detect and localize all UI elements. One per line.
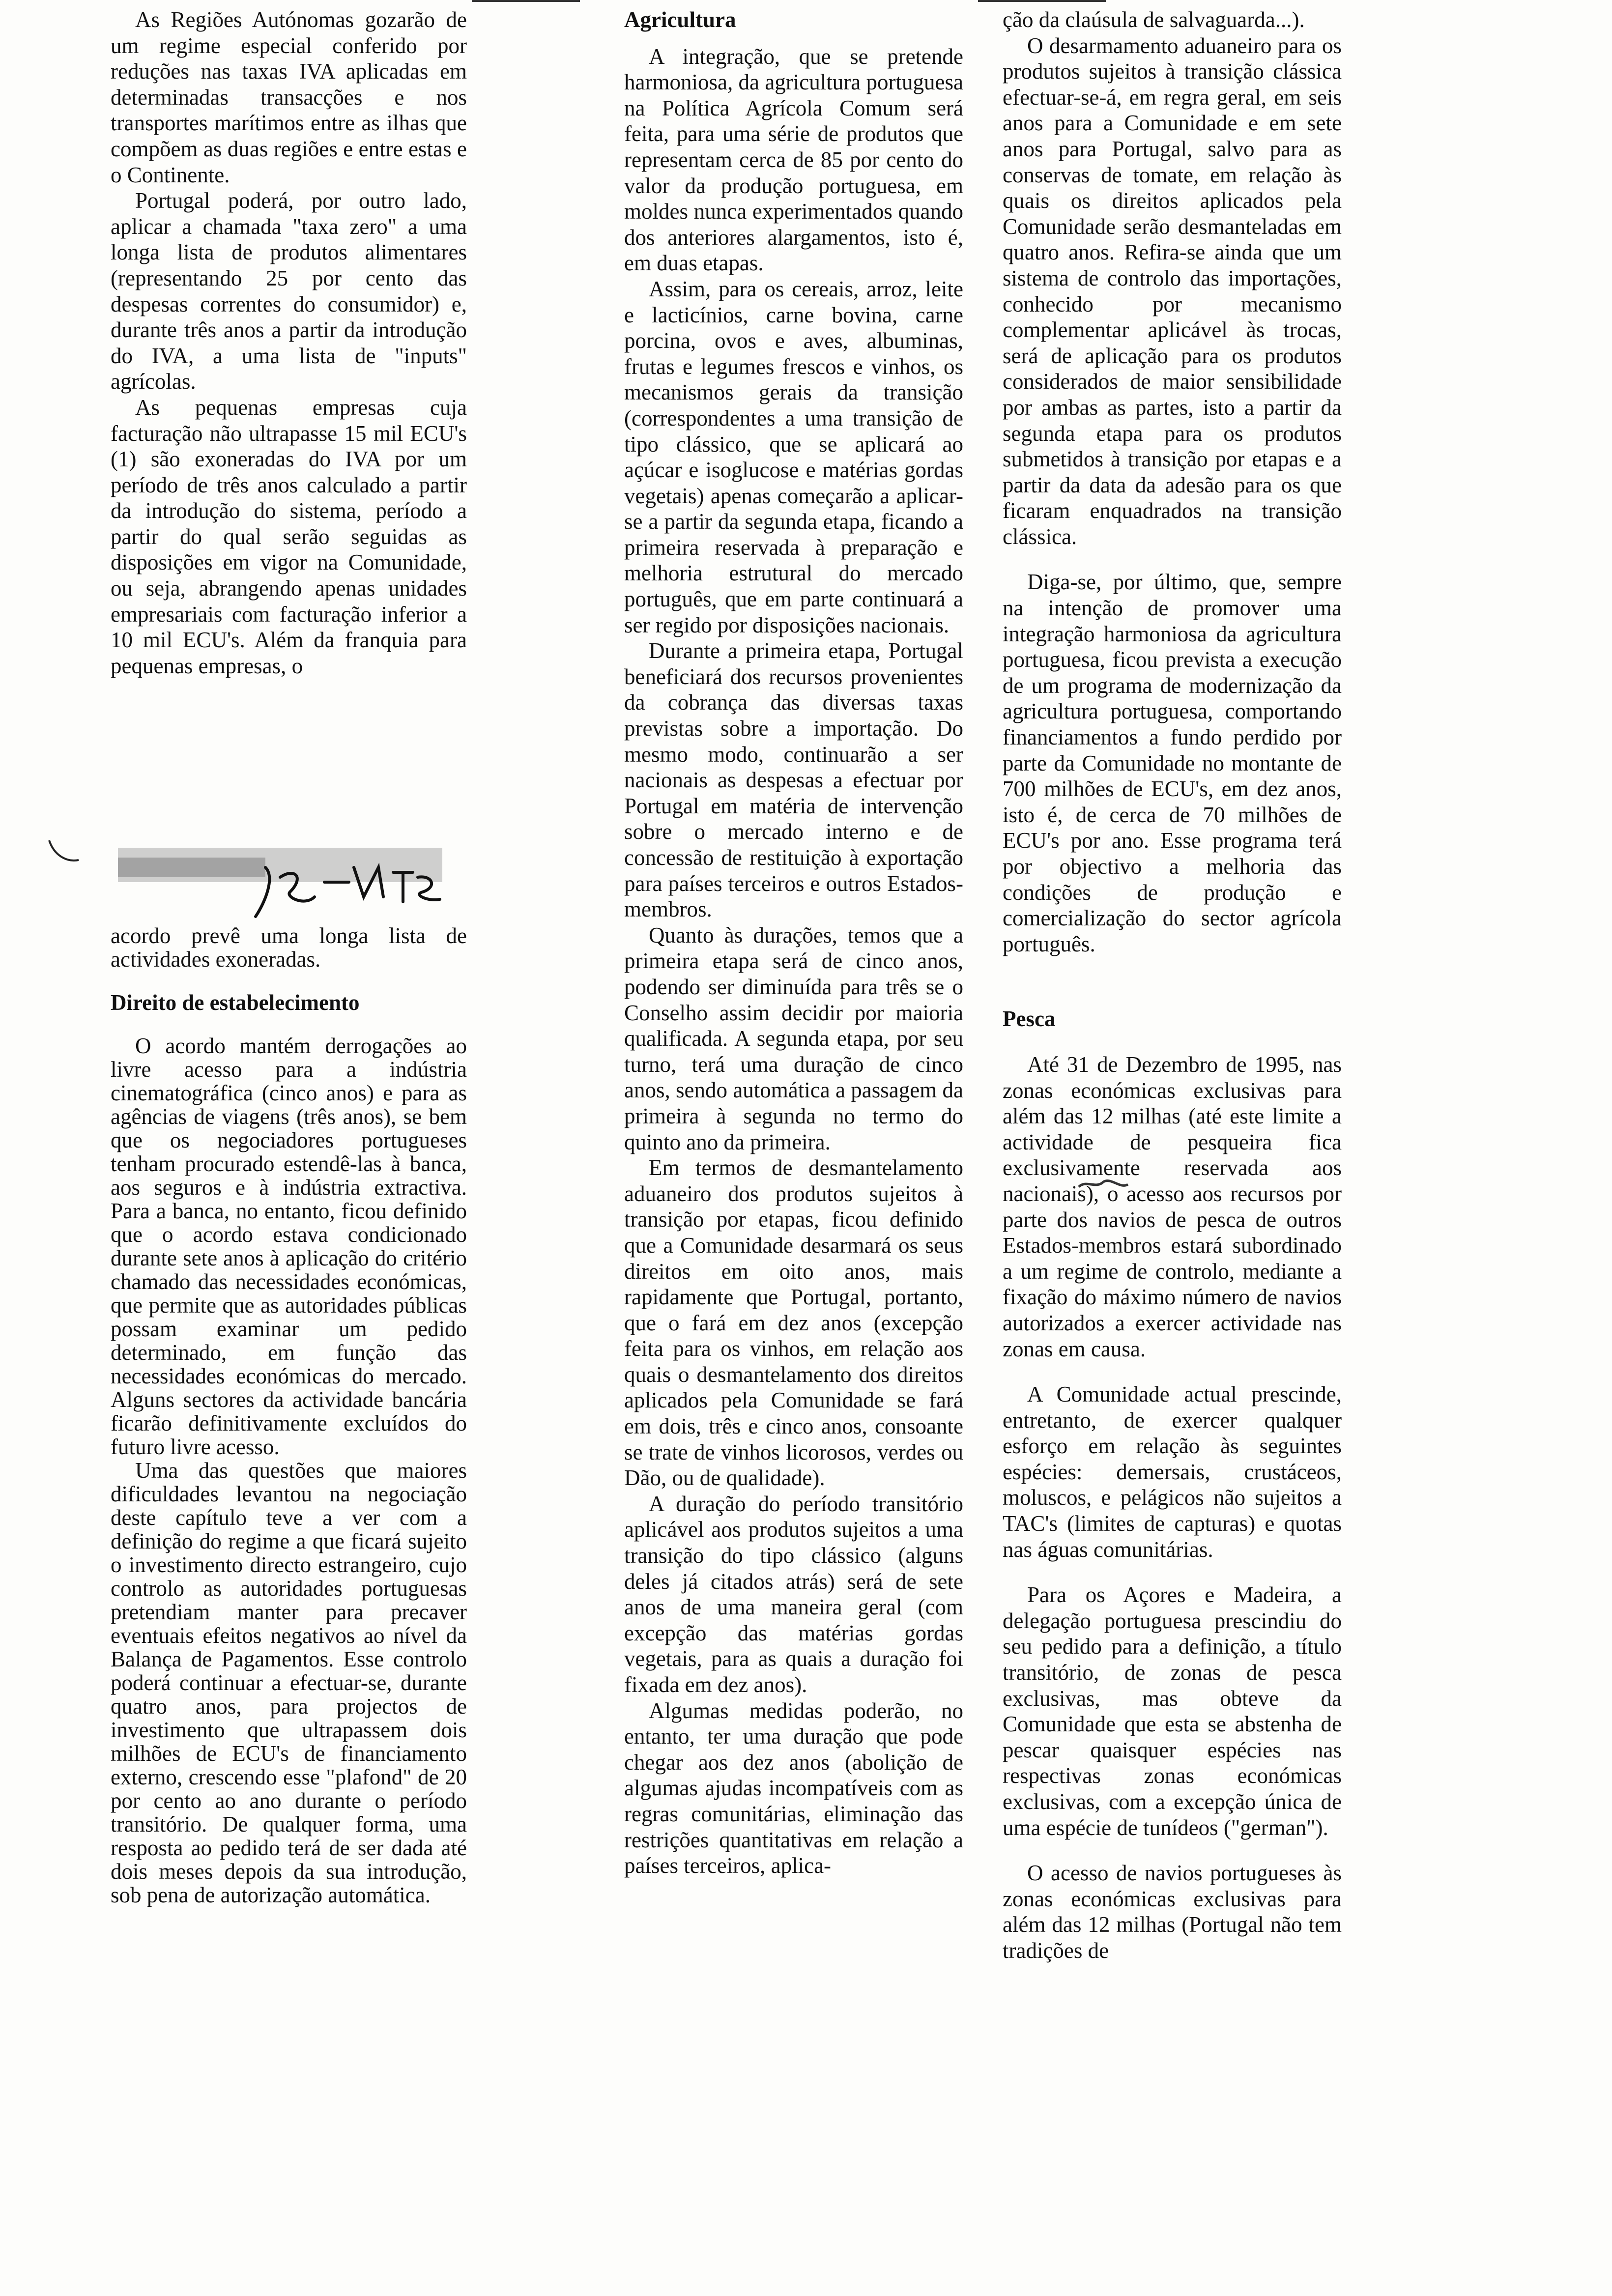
paragraph-desmantelamento: Em termos de desmantelamento aduaneiro dos produtos sujeitos à transição por etapas, ficou definido que a Comunidade desarmará os seus direitos em oito anos, mais rapidamente que Portugal, portanto, que o fará em dez anos (excepção feita para os vinhos, em relação aos quais o desmantelamento dos direitos aplicados pela Comunidade se fará em dois, três e cinco anos, consoante se trate de vinhos licorosos, verdes ou Dão, ou de qualidade).	[624, 1155, 963, 1491]
top-rule-right	[978, 0, 1106, 2]
paragraph-salvaguarda: ção da claúsula de salvaguarda...).	[1003, 7, 1305, 32]
ink-smudge	[1076, 1175, 1130, 1194]
paragraph-cereais: Assim, para os cereais, arroz, leite e lacticínios, carne bovina, carne porcina, ovos e aves, albuminas, frutas e legumes frescos e vinhos, os mecanismos gerais da transição (correspondentes a uma transição de tipo clássico, que se aplicará ao açúcar e isoglucose e matérias gordas vegetais) apenas começarão a aplicar-se a partir da segunda etapa, ficando a primeira reservada à preparação e melhoria estrutural do mercado português, que em parte continuará a ser regido por disposições nacionais.	[624, 276, 963, 637]
paragraph-acores-madeira: Para os Açores e Madeira, a delegação portuguesa prescindiu do seu pedido para a definição, a título transitório, de zonas de pesca exclusivas, mas obteve da Comunidade que esta se abstenha de pescar quaisquer espécies nas respectivas zonas económicas exclusivas, com a excepção única de uma espécie de tunídeos ("german").	[1003, 1582, 1342, 1840]
paragraph-medidas: Algumas medidas poderão, no entanto, ter uma duração que pode chegar aos dez anos (abolição de algumas ajudas incompatíveis com as regras comunitárias, eliminação das restrições quantitativas em relação a países terceiros, aplica-	[624, 1698, 963, 1878]
margin-mark	[47, 835, 81, 865]
paragraph-taxa-zero: Portugal poderá, por outro lado, aplicar a chamada "taxa zero" a uma longa lista de produtos alimentares (representando 25 por cento das despesas correntes do consumidor) e, durante três anos a partir da introdução do IVA, a uma lista de "inputs" agrícolas.	[111, 188, 467, 394]
heading-pesca: Pesca	[1003, 1006, 1056, 1032]
paragraph-programa-modernizacao: Diga-se, por último, que, sempre na intenção de promover uma integração harmoniosa da agricultura portuguesa, ficou prevista a execução de um programa de modernização da agricultura portuguesa, comportando financiamentos a fundo perdido por parte da Comunidade no montante de 700 milhões de ECU's, em dez anos, isto é, de cerca de 70 milhões de ECU's por ano. Esse programa terá por objectivo a melhoria das condições de produção e comercialização do sector agrícola português.	[1003, 570, 1342, 956]
paragraph-zonas-economicas: Até 31 de Dezembro de 1995, nas zonas económicas exclusivas para além das 12 milhas (até este limite a actividade de pesqueira fica exclusivamente reservada aos nacionais), o acesso aos recursos por parte dos navios de pesca de outros Estados-membros estará subordinado a um regime de controlo, mediante a fixação do máximo número de navios autorizados a exercer actividade nas zonas em causa.	[1003, 1052, 1342, 1361]
column-1-continued	[111, 924, 467, 1907]
column-3	[1003, 7, 1342, 1964]
paragraph-duracoes: Quanto às durações, temos que a primeira etapa será de cinco anos, podendo ser diminuída para três se o Conselho assim decidir por maioria qualificada. A segunda etapa, por seu turno, terá uma duração de cinco anos, sendo automática a passagem da primeira à segunda no termo do quinto ano da primeira.	[624, 922, 963, 1154]
heading-agricultura: Agricultura	[624, 7, 736, 32]
paragraph-acordo-derrogacoes: O acordo mantém derrogações ao livre acesso para a indústria cinematográfica (cinco anos) e para as agências de viagens (três anos), se bem que os negociadores portugueses tenham procurado estendê-las à banca, aos seguros e à indústria extractiva. Para a banca, no entanto, ficou definido que o acordo estava condicionado durante sete anos à aplicação do critério chamado das necessidades económicas, que permite que as autoridades públicas possam examinar um pedido determinado, em função das necessidades económicas do mercado. Alguns sectores da actividade bancária ficarão definitivamente excluídos do futuro livre acesso.	[111, 1033, 467, 1459]
paragraph-integracao: A integração, que se pretende harmoniosa, da agricultura portuguesa na Política Agrícola Comum será feita, para uma série de produtos que representam cerca de 85 por cento do valor da produção portuguesa, em moldes nunca experimentados quando dos anteriores alargamentos, isto é, em duas etapas.	[624, 44, 963, 276]
paragraph-primeira-etapa: Durante a primeira etapa, Portugal beneficiará dos recursos provenientes da cobrança das diversas taxas previstas sobre a importação. Do mesmo modo, continuarão a ser nacionais as despesas a efectuar por Portugal em matéria de intervenção sobre o mercado interno e de concessão de restituição à exportação para países terceiros e outros Estados-membros.	[624, 638, 963, 922]
paragraph-acesso-navios: O acesso de navios portugueses às zonas económicas exclusivas para além das 12 milhas (Portugal não tem tradições de	[1003, 1861, 1342, 1963]
paragraph-especies: A Comunidade actual prescinde, entretanto, de exercer qualquer esforço em relação às seguintes espécies: demersais, crustáceos, moluscos, e pelágicos não sujeitos a TAC's (limites de capturas) e quotas nas águas comunitárias.	[1003, 1382, 1342, 1562]
handwritten-annotation	[118, 848, 442, 921]
top-rule-left	[472, 0, 580, 2]
paragraph-investimento-estrangeiro: Uma das questões que maiores dificuldades levantou na negociação deste capítulo teve a ver com a definição do regime a que ficará sujeito o investimento directo estrangeiro, cujo controlo as autoridades portuguesas pretendiam manter para precaver eventuais efeitos negativos ao nível da Balança de Pagamentos. Esse controlo poderá continuar a efectuar-se, durante quatro anos, para projectos de investimento que ultrapassem dois milhões de ECU's de financiamento externo, crescendo esse "plafond" de 20 por cento ao ano durante o período transitório. De qualquer forma, uma resposta ao pedido terá de ser dada até dois meses depois da sua introdução, sob pena de autorização automática.	[111, 1458, 467, 1907]
column-1	[111, 7, 467, 679]
paragraph-periodo-transitorio: A duração do período transitório aplicável aos produtos sujeitos a uma transição do tipo clássico (alguns deles já citados atrás) será de sete anos de uma maneira geral (com excepção das matérias gordas vegetais, para as quais a duração foi fixada em dez anos).	[624, 1491, 963, 1697]
paragraph-pequenas-empresas: As pequenas empresas cuja facturação não ultrapasse 15 mil ECU's (1) são exoneradas do IVA por um período de três anos calculado a partir da introdução do sistema, período a partir do qual serão seguidas as disposições em vigor na Comunidade, ou seja, abrangendo apenas unidades empresariais com facturação inferior a 10 mil ECU's. Além da franquia para pequenas empresas, o	[111, 395, 467, 678]
column-2	[624, 7, 963, 1879]
paragraph-regioes-autonomas: As Regiões Autónomas gozarão de um regime especial conferido por reduções nas taxas IVA aplicadas em determinadas transacções e nos transportes marítimos entre as ilhas que compõem as duas regiões e entre estas e o Continente.	[111, 7, 467, 187]
paragraph-actividades-exoneradas: acordo prevê uma longa lista de actividades exoneradas.	[111, 923, 467, 972]
heading-direito-estabelecimento: Direito de estabelecimento	[111, 990, 360, 1015]
paragraph-desarmamento: O desarmamento aduaneiro para os produtos sujeitos à transição clássica efectuar-se-á, em regra geral, em seis anos para a Comunidade e em sete anos para Portugal, salvo para as conservas de tomate, em relação às quais os direitos aplicados pela Comunidade serão desmanteladas em quatro anos. Refira-se ainda que um sistema de controlo das importações, conhecido por mecanismo complementar aplicável às trocas, será de aplicação para os produtos considerados de maior sensibilidade por ambas as partes, isto a partir da segunda etapa para os produtos submetidos à transição por etapas e a partir da data da adesão para os que ficaram enquadrados na transição clássica.	[1003, 33, 1342, 549]
